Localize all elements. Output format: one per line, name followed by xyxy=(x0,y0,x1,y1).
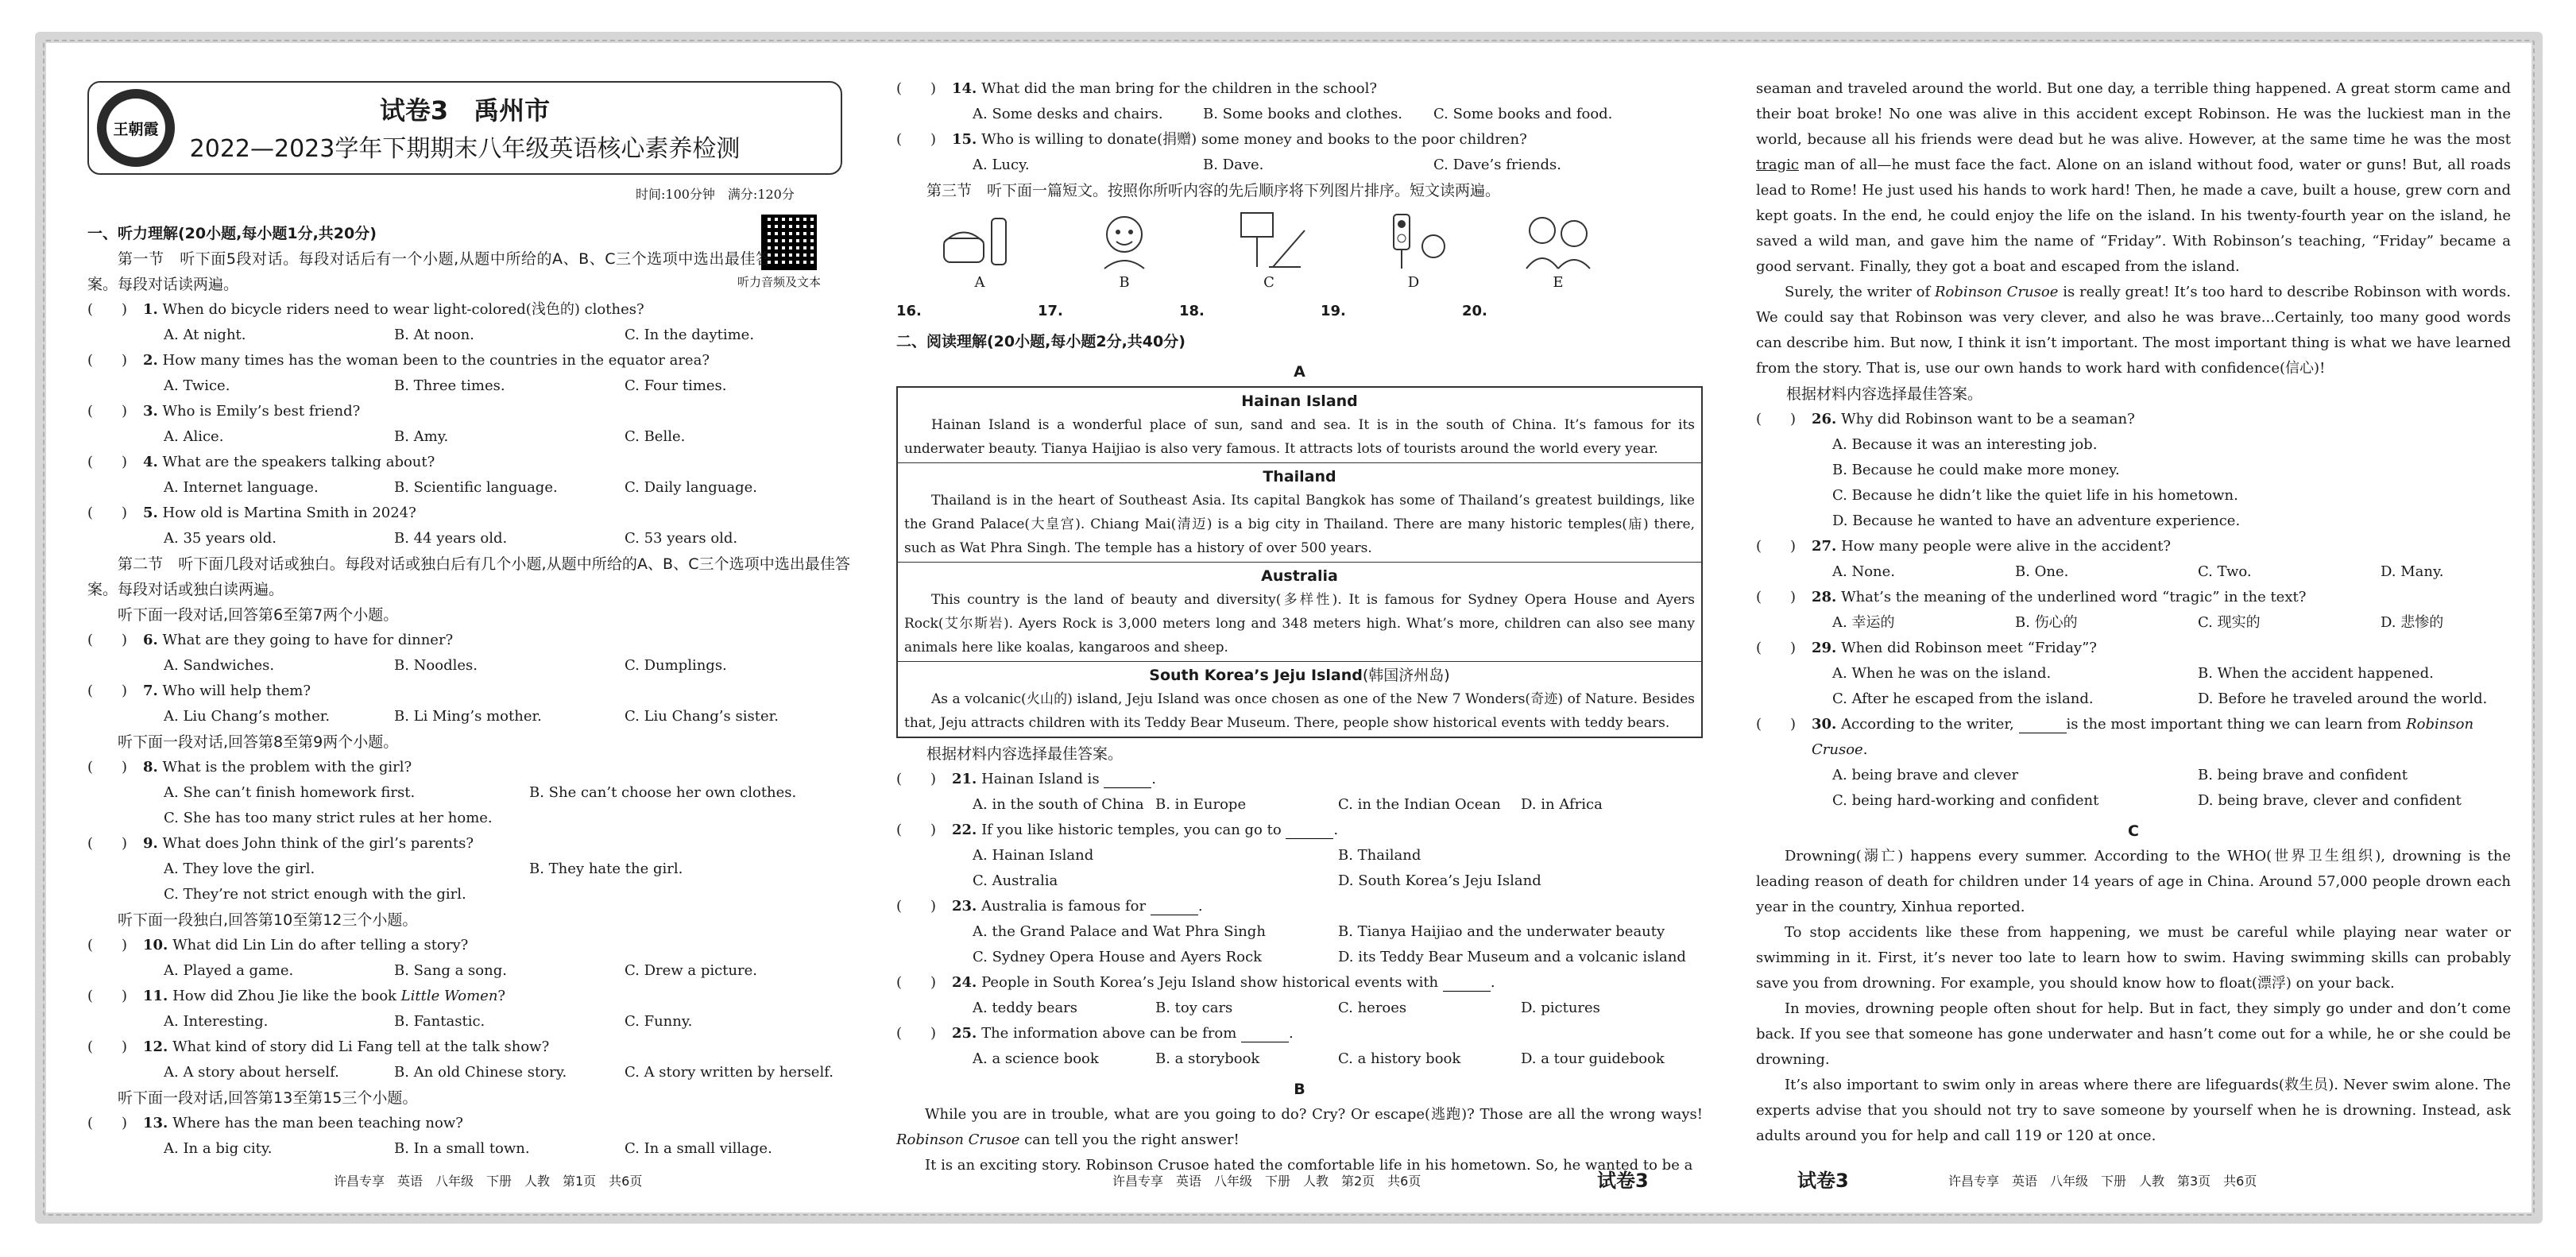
listening-pictures xyxy=(896,207,1703,296)
section-2-instructions: 第二节 听下面几段对话或独白。每段对话或独白后有几个小题,从题中所给的A、B、C三个选项中选出最佳答案。每段对话或独白读两遍。 xyxy=(87,555,850,598)
question-9[interactable]: ( ) 9. What does John think of the girl’s parents? xyxy=(87,835,474,852)
question-10[interactable]: ( ) 10. What did Lin Lin do after telling a story? xyxy=(87,937,469,953)
question-28[interactable]: ( ) 28. What’s the meaning of the underlined word “tragic” in the text? xyxy=(1756,589,2307,605)
picture-c-sign-icon: C xyxy=(1217,207,1321,296)
picture-d-signal-icon: D xyxy=(1362,207,1465,296)
question-15[interactable]: ( ) 15. Who is willing to donate(捐赠) some money and books to the poor children? xyxy=(896,131,1527,148)
question-3[interactable]: ( ) 3. Who is Emily’s best friend? xyxy=(87,403,361,420)
question-23[interactable]: ( ) 23. Australia is famous for . xyxy=(896,898,1203,915)
exam-title: 试卷3 禹州市 xyxy=(379,95,551,126)
column-2: ( ) 14. What did the man bring for the children in the school? A. Some desks and chairs. B. Some books and clothes. C. Some books and food. ( ) 15. Who is willing to donate(捐赠) some money and books to the poor children? A. Lucy. B. Dave. C. Dave’s friends. 第三节 听下面一篇短文。按照你所听内容的先后顺序将下列图片排序。短文读两遍。 A B C D E 16. 17. 18. 19. 20. 二、阅读理解(20小题,每小题2分,共40分) A Hainan Island Hainan Island is a wonderful place of sun, sand and sea. It is in the south of China. It’s famous for its underwater beauty. Tianya Haijiao is also very famous. It attracts lots of tourists around the world every year. Thailand Thailand is in the heart of Southeast Asia. Its capital Bangkok has some of Thailand’s greatest buildings, like the Grand Palace(大皇宫). Chiang Mai(清迈) is a big city in Thailand. There are many historic temples(庙) there, such as Wat Phra Singh. The temple has a history of over 500 years. Australia This country is the land of beauty and diversity(多样性). It is famous for Sydney Opera House and Ayers Rock(艾尔斯岩). Ayers Rock is 3,000 meters long and 348 meters high. What’s more, children can also see many animals here like koalas, kangaroos and sheep. South Korea’s Jeju Island(韩国济州岛) As a volcanic(火山的) island, Jeju Island was once chosen as one of the New 7 Wonders(奇迹) of Nature. Besides that, Jeju attracts children with its Teddy Bear Museum. There, people show historical events with teddy bears. 根据材料内容选择最佳答案。 ( ) 21. Hainan Island is . A. in the south of China B. in Europe C. in the Indian Ocean D. in Africa ( ) 22. If you like historic temples, you can go to . A. Hainan Island B. Thailand C. Australia D. South Korea’s Jeju Island ( ) 23. Australia is famous for . A. the Grand Palace and Wat Phra Singh B. Tianya Haijiao and the underwater beauty C. Sydney Opera House and Ayers Rock D. its Teddy Bear Museum and a volcanic island ( ) 24. People in South Korea’s Jeju Island show historical events with . A. teddy bears B. toy cars C. heroes D. pictures ( ) 25. The information above can be from . A. a science book B. a storybook C. a history book D. a tour guidebook B While you are in trouble, what are you going to do? Cry? Or escape(逃跑)? Those are all the wrong ways! Robinson Crusoe can tell you the right answer! It is an exciting story. Robinson Crusoe hated the comfortable life in his hometown. So, he wanted to be a xyxy=(896,76,1703,1178)
footer-page-1: 许昌专享 英语 八年级 下册 人教 第1页 共6页 xyxy=(334,1174,643,1189)
question-6[interactable]: ( ) 6. What are they going to have for dinner? xyxy=(87,632,454,648)
footer-tag-3: 试卷3 xyxy=(1797,1170,1849,1192)
section-3-instructions: 第三节 听下面一篇短文。按照你所听内容的先后顺序将下列图片排序。短文读两遍。 xyxy=(926,182,1501,199)
question-26[interactable]: ( ) 26. Why did Robinson want to be a seaman? xyxy=(1756,411,2135,427)
reading-heading: 二、阅读理解(20小题,每小题2分,共40分) xyxy=(896,333,1186,350)
picture-a-food-icon: A xyxy=(928,207,1031,296)
question-30[interactable]: ( ) 30. According to the writer, is the most important thing we can learn from Robinson Crusoe. xyxy=(1756,716,2474,758)
listening-heading: 一、听力理解(20小题,每小题1分,共20分) xyxy=(87,225,377,242)
question-14[interactable]: ( ) 14. What did the man bring for the children in the school? xyxy=(896,80,1377,97)
question-29[interactable]: ( ) 29. When did Robinson meet “Friday”? xyxy=(1756,640,2097,656)
question-7[interactable]: ( ) 7. Who will help them? xyxy=(87,683,311,699)
question-22[interactable]: ( ) 22. If you like historic temples, you can go to . xyxy=(896,822,1339,838)
question-2[interactable]: ( ) 2. How many times has the woman been to the countries in the equator area? xyxy=(87,352,710,369)
qr-label: 听力音频及文本 xyxy=(737,275,822,289)
footer-tag-2: 试卷3 xyxy=(1597,1170,1649,1192)
question-12[interactable]: ( ) 12. What kind of story did Li Fang tell at the talk show? xyxy=(87,1038,550,1055)
answer-blanks[interactable]: 16. 17. 18. 19. 20. xyxy=(896,303,1487,319)
question-5[interactable]: ( ) 5. How old is Martina Smith in 2024? xyxy=(87,505,416,521)
picture-e-people-icon: E xyxy=(1507,207,1610,296)
column-3: seaman and traveled around the world. But one day, a terrible thing happened. A great storm came and their boat broke! No one was alive in this accident except Robinson. He was the luckiest man in the world, because all his friends were dead but he was alive. However, at the same time he was the most tragic man of all—he must face the fact. Alone on an island without food, water or guns! But, all roads lead to Rome! He just used his hands to work hard! Then, he made a cave, built a house, grew corn and kept goats. In the end, he could enjoy the life on the island. In his twenty-fourth year on the island, he saved a wild man, and gave him the name of “Friday”. With Robinson’s teaching, “Friday” became a good servant. Finally, they got a boat and escaped from the island. Surely, the writer of Robinson Crusoe is really great! It’s too hard to describe Robinson with words. We could say that Robinson was very clever, and also he was brave...Certainly, too many good words can describe him. But now, I think it isn’t important. The most important thing is what we have learned from the story. That is, use our own hands to work hard with confidence(信心)! 根据材料内容选择最佳答案。 ( ) 26. Why did Robinson want to be a seaman? A. Because it was an interesting job. B. Because he could make more money. C. Because he didn’t like the quiet life in his hometown. D. Because he wanted to have an adventure experience. ( ) 27. How many people were alive in the accident? A. None. B. One. C. Two. D. Many. ( ) 28. What’s the meaning of the underlined word “tragic” in the text? A. 幸运的 B. 伤心的 C. 现实的 D. 悲惨的 ( ) 29. When did Robinson meet “Friday”? A. When he was on the island. B. When the accident happened. C. After he escaped from the island. D. Before he traveled around the world. ( ) 30. According to the writer, is the most important thing we can learn from Robinson Crusoe. A. being brave and clever B. being brave and confident C. being hard-working and confident D. being brave, clever and confident C Drowning(溺亡) happens every summer. According to the WHO(世界卫生组织), drowning is the leading reason of death for children under 14 years of age in China. Around 57,000 people drown each year in the country, Xinhua reported. To stop accidents like these from happening, we must be careful while playing near water or swimming in it. First, it’s never too late to learn how to swim. Having swimming skills can probably save you from drowning. For example, you should know how to float(漂浮) on your back. In movies, drowning people often shout for help. But in fact, they simply go under and don’t come back. If you see that someone has gone underwater and hasn’t come out for a while, he or she could be drowning. It’s also important to swim only in areas where there are lifeguards(救生员). Never swim alone. The experts advise that you should not try to save someone by yourself when he is drowning. Instead, ask adults around you for help and call 119 or 120 at once. xyxy=(1756,80,2512,1144)
question-4[interactable]: ( ) 4. What are the speakers talking about? xyxy=(87,454,435,470)
question-8[interactable]: ( ) 8. What is the problem with the girl? xyxy=(87,759,412,775)
column-1: 一、听力理解(20小题,每小题1分,共20分) 第一节 听下面5段对话。每段对话后有一个小题,从题中所给的A、B、C三个选项中选出最佳答案。每段对话读两遍。 ( ) 1. When do bicycle riders need to wear light-colored(浅色的) clothes? A. At night. B. At noon. C. In the daytime. ( ) 2. How many times has the woman been to the countries in the equator area? A. Twice. B. Three times. C. Four times. ( ) 3. Who is Emily’s best friend? A. Alice. B. Amy. C. Belle. ( ) 4. What are the speakers talking about? A. Internet language. B. Scientific language. C. Daily language. ( ) 5. How old is Martina Smith in 2024? A. 35 years old. B. 44 years old. C. 53 years old. 第二节 听下面几段对话或独白。每段对话或独白后有几个小题,从题中所给的A、B、C三个选项中选出最佳答案。每段对话或独白读两遍。 听下面一段对话,回答第6至第7两个小题。 ( ) 6. What are they going to have for dinner? A. Sandwiches. B. Noodles. C. Dumplings. ( ) 7. Who will help them? A. Liu Chang’s mother. B. Li Ming’s mother. C. Liu Chang’s sister. 听下面一段对话,回答第8至第9两个小题。 ( ) 8. What is the problem with the girl? A. She can’t finish homework first. B. She can’t choose her own clothes. C. She has too many strict rules at her home. ( ) 9. What does John think of the girl’s parents? A. They love the girl. B. They hate the girl. C. They’re not strict enough with the girl. 听下面一段独白,回答第10至第12三个小题。 ( ) 10. What did Lin Lin do after telling a story? A. Played a game. B. Sang a song. C. Drew a picture. ( ) 11. How did Zhou Jie like the book Little Women? A. Interesting. B. Fantastic. C. Funny. ( ) 12. What kind of story did Li Fang tell at the talk show? A. A story about herself. B. An old Chinese story. C. A story written by herself. 听下面一段对话,回答第13至第15三个小题。 ( ) 13. Where has the man been teaching now? A. In a big city. B. In a small town. C. In a small village. xyxy=(87,216,850,1162)
picture-b-boy-icon: B xyxy=(1073,207,1176,296)
publisher-logo: 王朝霞 xyxy=(97,89,175,167)
question-1[interactable]: ( ) 1. When do bicycle riders need to wear light-colored(浅色的) clothes? xyxy=(87,301,644,318)
time-score: 时间:100分钟 满分:120分 xyxy=(636,187,795,202)
question-27[interactable]: ( ) 27. How many people were alive in the accident? xyxy=(1756,538,2172,555)
question-13[interactable]: ( ) 13. Where has the man been teaching now? xyxy=(87,1115,463,1131)
footer-page-2: 许昌专享 英语 八年级 下册 人教 第2页 共6页 xyxy=(1112,1174,1421,1189)
question-21[interactable]: ( ) 21. Hainan Island is . xyxy=(896,771,1157,787)
footer-page-3: 许昌专享 英语 八年级 下册 人教 第3页 共6页 xyxy=(1948,1174,2257,1189)
question-11[interactable]: ( ) 11. How did Zhou Jie like the book Little Women? xyxy=(87,988,506,1004)
title-box xyxy=(87,81,842,175)
question-24[interactable]: ( ) 24. People in South Korea’s Jeju Island show historical events with . xyxy=(896,974,1495,991)
section-1-instructions: 第一节 听下面5段对话。每段对话后有一个小题,从题中所给的A、B、C三个选项中选出最佳答案。每段对话读两遍。 xyxy=(87,250,771,293)
question-25[interactable]: ( ) 25. The information above can be from . xyxy=(896,1025,1294,1042)
passage-a-table: Hainan Island Hainan Island is a wonderful place of sun, sand and sea. It is in the south of China. It’s famous for its underwater beauty. Tianya Haijiao is also very famous. It attracts lots of tourists around the world every year. Thailand Thailand is in the heart of Southeast Asia. Its capital Bangkok has some of Thailand’s greatest buildings, like the Grand Palace(大皇宫). Chiang Mai(清迈) is a big city in Thailand. There are many historic temples(庙) there, such as Wat Phra Singh. The temple has a history of over 500 years. Australia This country is the land of beauty and diversity(多样性). It is famous for Sydney Opera House and Ayers Rock(艾尔斯岩). Ayers Rock is 3,000 meters long and 348 meters high. What’s more, children can also see many animals here like koalas, kangaroos and sheep. South Korea’s Jeju Island(韩国济州岛) As a volcanic(火山的) island, Jeju Island was once chosen as one of the New 7 Wonders(奇迹) of Nature. Besides that, Jeju attracts children with its Teddy Bear Museum. There, people show historical events with teddy bears. xyxy=(896,386,1703,738)
exam-subtitle: 2022—2023学年下期期末八年级英语核心素养检测 xyxy=(189,135,741,163)
